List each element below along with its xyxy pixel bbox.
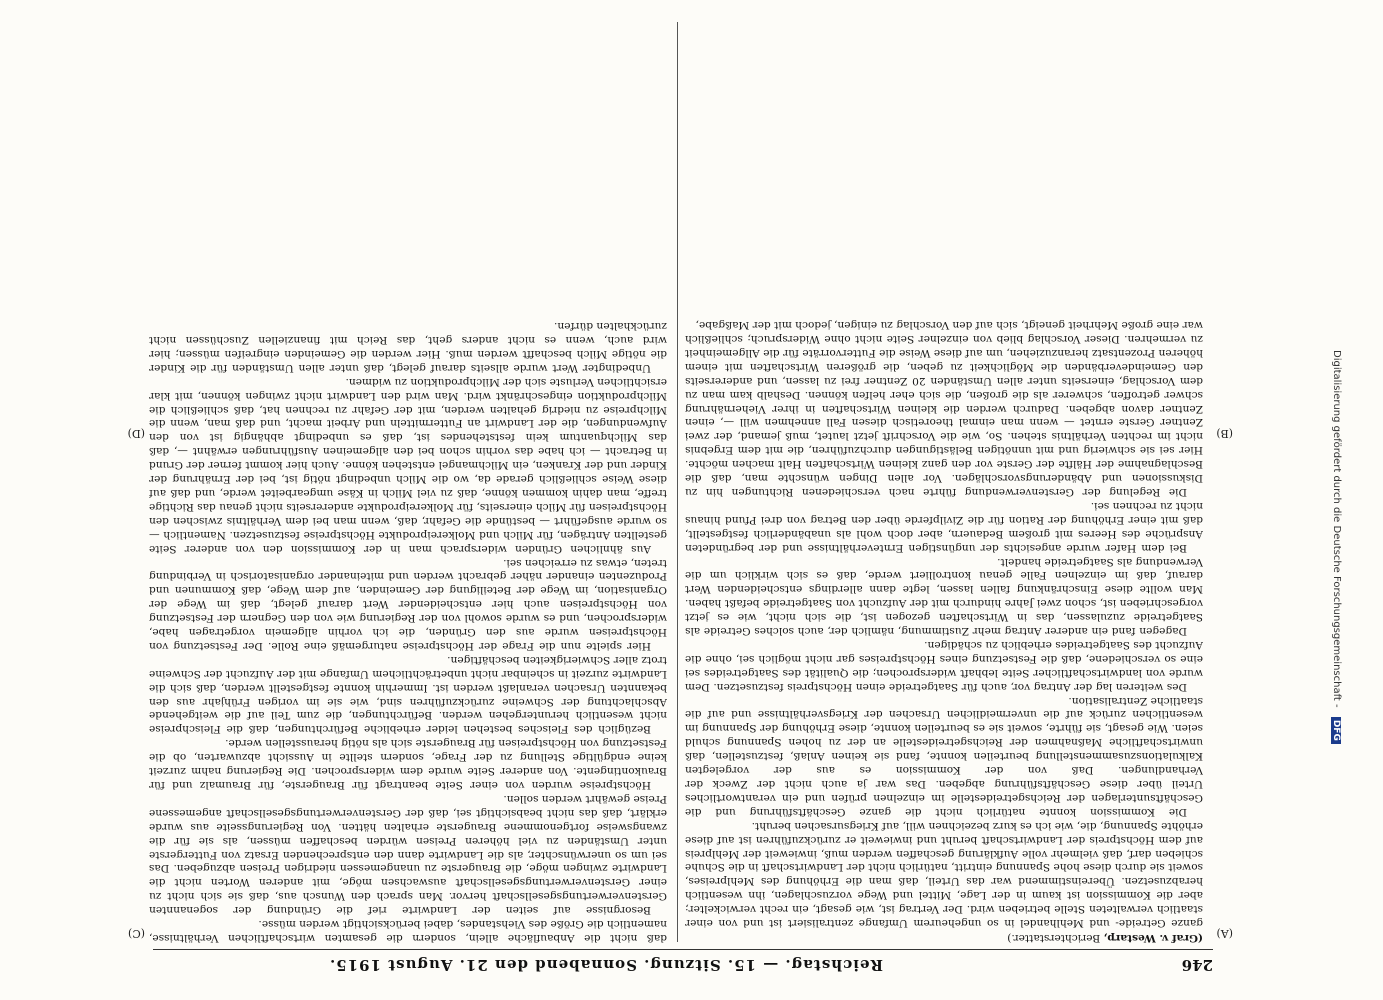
right-column bbox=[149, 20, 667, 944]
paragraph: Die Kommission konnte natürlich nicht die ganze Geschäftsführung und die Geschäftsunterlagen der Reichsgetreidestelle im einzelnen prüfen und ein verantwortliches Urteil über diese Geschäftsführung abgeben. Das war ja auch nicht der Zweck der Verhandlungen. Daß von der Kommission es aus der vorgelegten Kalkulationszusammenstellung beurteilen konnte, fand sie keinen Anlaß, festzustellen, daß unwirtschaftliche Maßnahmen der Reichsgetreidestelle an der zu hohen Spannung schuld seien. Wie gesagt, sie führte, soweit sie es beurteilen konnte, diese Erhöhung der Spannung im wesentlichen zurück auf die unvermeidlichen Ursachen der Kriegsverhältnisse und auf die staatliche Zentralisation. bbox=[685, 694, 1203, 818]
left-column bbox=[685, 20, 1203, 944]
paragraph: Unbedingter Wert wurde allseits darauf gelegt, daß unter allen Umständen für die Kinder die nötige Milch beschafft werden muß. Hier werden die Gemeinden eingreifen müssen; hier wird auch, wenn es nicht anders geht, das Reich mit finanziellen Zuschüssen nicht zurückhalten dürfen. bbox=[149, 320, 667, 374]
paragraph: Die Regelung der Gerstenverwendung führte nach verschiedenen Richtungen hin zu Diskussionen und Abänderungsvorschlägen. Vor allen Dingen wünschte man, daß die Beschlagnahme der Hälfte der Gerste vor den ganz kleinen Wirtschaften Halt machen möchte. Hier sei sie schwierig und mit unnötigen Belästigungen durchzuführen, die mit dem Ergebnis nicht im rechten Verhältnis stehen. So, wie die Vorschrift jetzt lautet, muß jemand, der zwei Zentner Gerste erntet — wenn man einmal theoretisch diesen Fall annehmen will —, einen Zentner davon abgeben. Dadurch werden die kleinen Wirtschaften in ihrer Viehernährung schwer getroffen, schwerer als die großen, die sich eher helfen können. Deshalb kam man zu dem Vorschlag, einerseits unter allen Umständen 20 Zentner frei zu lassen, und andererseits den Gemeindeverbänden die Möglichkeit zu geben, die größeren Wirtschaften mit einem höheren Prozentsatz heranzuziehen, um auf diese Weise die Futtervorräte für die Allgemeinheit zu vermehren. Dieser Vorschlag blieb von einzelner Seite nicht ohne Widerspruch; schließlich war eine große Mehrheit geneigt, sich auf den Vorschlag zu einigen, jedoch mit der Maßgabe, bbox=[685, 319, 1203, 498]
paragraph: Höchstpreise wurden von einer Seite beantragt für Braugerste, für Braumalz und für Braukontingente. Von anderer Seite wurde dem widersprochen. Die Regierung nahm zurzeit keine endgültige Stellung zu der Frage, sondern stellte in Aussicht abzuwarten, ob die Festsetzung von Höchstpreisen für Braugerste sich als nötig herausstellen werde. bbox=[149, 737, 667, 792]
column-divider bbox=[677, 22, 678, 942]
margin-mark-c: (C) bbox=[128, 927, 145, 940]
running-title: Reichstag. — 15. Sitzung. Sonnabend den 21. August 1915. bbox=[328, 956, 883, 974]
digitization-credit bbox=[1326, 350, 1342, 950]
credit-text: Digitalisierung gefördert durch die Deutsche Forschungsgemeinschaft - bbox=[1331, 350, 1342, 708]
paragraph: Aus ähnlichen Gründen widersprach man in der Kommission den von anderer Seite gestellten Anträgen, für Milch und Molkereiprodukte Höchstpreise festzusetzen. Namentlich — so wurde ausgeführt — bestünde die Gefahr, daß, wenn man bei dem Verhältnis zwischen den Höchstpreisen für Milch einerseits, für Molkereiprodukte andererseits nicht genau das Richtige treffe, man dahin kommen könne, daß zu viel Milch in Käse umgearbeitet werde, und daß auf diese Weise schließlich gerade da, wo die Milch unbedingt nötig ist, bei der Ernährung der Kinder und der Kranken, ein Milchmangel entstehen könne. Auch hier kommt ferner der Grund in Betracht — ich habe das vorhin schon bei den allgemeinen Ausführungen erwähnt —, daß das Milchquantum kein feststehendes ist, daß es unbedingt abhängig ist von den Aufwendungen, die der Landwirt an Futtermitteln und Arbeit macht, und daß man, wenn die Milchpreise zu niedrig gehalten werden, mit der Gefahr zu rechnen hat, daß schließlich die Milchproduktion eingeschränkt wird. Man wird den Landwirt nicht zwingen können, mit klar ersichtlichen Verluste sich der Milchproduktion zu widmen. bbox=[149, 375, 667, 555]
paragraph: Hier spielte nun die Frage der Höchstpreise naturgemäß eine Rolle. Der Festsetzung von Höchstpreisen wurde aus den Gründen, die ich vorhin allgemein vorgetragen habe, widersprochen, und es wurde sowohl von der Regierung wie von den Gegnern der Festsetzung von Höchstpreisen auch hier entscheidender Wert darauf gelegt, daß im Wege der Organisation, im Wege der Beteiligung der Gemeinden, auf dem Wege, daß Kommunen und Produzenten einander näher gebracht werden und miteinander organisatorisch in Verbindung treten, etwas zu erreichen sei. bbox=[149, 556, 667, 652]
margin-mark-b: (B) bbox=[1216, 427, 1233, 440]
page-number: 246 bbox=[1181, 956, 1213, 974]
margin-mark-d: (D) bbox=[127, 427, 145, 440]
speaker-line bbox=[685, 930, 1203, 944]
speaker-role: Berichterstatter.) bbox=[1007, 932, 1104, 944]
speaker-name: (Graf v. Westarp, bbox=[1103, 932, 1203, 944]
paragraph: Dagegen fand ein anderer Antrag mehr Zustimmung, nämlich der, auch solches Getreide als Saatgetreide zuzulassen, das in Wirtschaften gezogen ist, die sich nicht, wie es jetzt vorgeschrieben ist, schon zwei Jahre hindurch mit der Aufzucht von Saatgetreide befaßt haben. Man wollte diese Einschränkung fallen lassen, legte dann allerdings entscheidenden Wert darauf, daß im einzelnen Falle genau kontrolliert werde, daß es sich wirklich um die Verwendung als Saatgetreide handelt. bbox=[685, 555, 1203, 638]
header-rule bbox=[153, 949, 1213, 950]
margin-mark-a: (A) bbox=[1216, 927, 1233, 940]
paragraph: Bei dem Hafer wurde angesichts der ungünstigen Ernteverhältnisse und der begründeten Ansprüche des Heeres mit großem Bedauern, aber doch wohl als unabänderlich festgestellt, daß mit einer Erhöhung der Ration für die Zivilpferde über den Betrag von drei Pfund hinaus nicht zu rechnen sei. bbox=[685, 499, 1203, 554]
paragraph: ganze Getreide- und Mehlhandel in so ungeheurem Umfange zentralisiert ist und von einer staatlich verwalteten Stelle betrieben wird. Der Vertrag ist, wie gesagt, ein recht verwickelter; aber die Kommission ist kaum in der Lage, Mittel und Wege vorzuschlagen, ihn wesentlich herabzusetzen. Übereinstimmend war das Urteil, daß man die Erhöhung des Mehlpreises, soweit sie durch diese hohe Spannung eintritt, natürlich nicht der Landwirtschaft in die Schuhe schieben darf, daß vielmehr volle Aufklärung geschaffen werden muß, inwieweit der Mehlpreis auf dem Höchstpreis der Landwirtschaft beruht und inwieweit er zurückzuführen ist auf diese erhöhte Spannung, die, wie ich es kurz bezeichnen will, auf Kriegsursachen beruht. bbox=[685, 819, 1203, 930]
paragraph: Bezüglich des Fleisches bestehen leider erhebliche Befürchtungen, daß die Fleischpreise nicht wesentlich heruntergehen werden. Befürchtungen, die zum Teil auf die weitgehende Abschlachtung der Schweine zurückzuführen sind, wie sie im vorigen Frühjahr aus den bekannten Ursachen veranlaßt werden ist. Immerhin konnte festgestellt werden, daß sich die Landwirte zurzeit in scheinbar nicht unbeträchtlichem Umfange mit der Aufzucht der Schweine trotz aller Schwierigkeiten beschäftigen. bbox=[149, 653, 667, 736]
paragraph: Des weiteren lag der Antrag vor, auch für Saatgetreide einen Höchstpreis festzusetzen. Dem wurde von landwirtschaftlicher Seite lebhaft widersprochen; die Qualität des Saatgetreides sei eine so verschiedene, daß die Festsetzung eines Höchstpreises gar nicht möglich sei, ohne die Aufzucht des Saatgetreides erheblich zu schädigen. bbox=[685, 638, 1203, 693]
paragraph: Besorgnisse auf seiten der Landwirte rief die Gründung der sogenannten Gerstenverwertungsgesellschaft hervor. Man sprach den Wunsch aus, daß sie sich nicht zu einer Gerstenverwertungsgesellschaft auswachsen möge, mit anderen Worten nicht die Landwirte zwingen möge, die Braugerste zu unangemessen niedrigen Preisen abzugeben. Das sei um so unerwünschter, als die Landwirte dann den entsprechenden Ersatz von Futtergerste unter Umständen zu viel höheren Preisen würden beschaffen müssen, als sie für die zwangsweise fortgenommene Braugerste erhalten hätten. Von Regierungsseite aus wurde erklärt, daß das nicht beabsichtigt sei, daß der Gerstenverwertungsgesellschaft angemessene Preise gewährt werden sollen. bbox=[149, 792, 667, 917]
running-head bbox=[153, 950, 1213, 978]
paragraph: daß nicht die Anbaufläche allein, sondern die gesamten wirtschaftlichen Verhältnisse, namentlich die Größe des Viehstandes, dabei berücksichtigt werden müsse. bbox=[149, 918, 667, 944]
dfg-logo: DFG bbox=[1331, 717, 1341, 744]
